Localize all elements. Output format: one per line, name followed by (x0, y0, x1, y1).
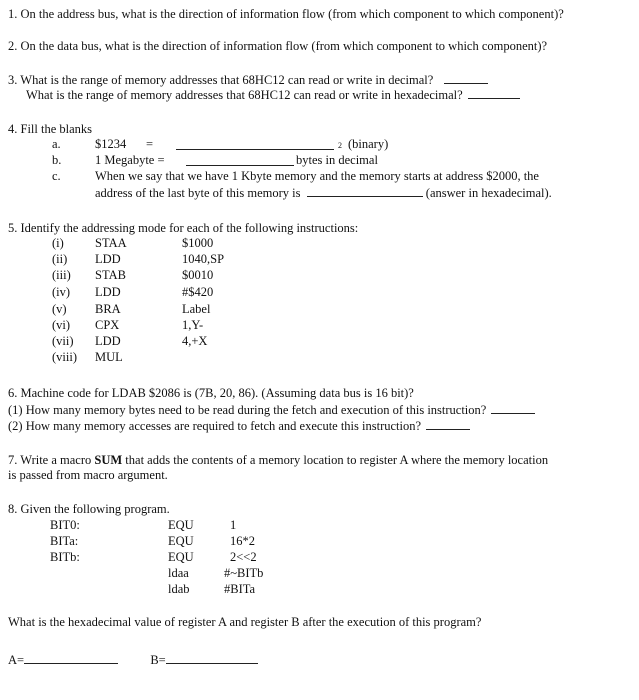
answer-blank-3-hex[interactable] (468, 87, 520, 99)
q8-op: EQU (168, 518, 194, 532)
question-3-text-hex: What is the range of memory addresses that 68HC12 can read or write in hexadecimal? (26, 88, 463, 102)
q5-row-op: MUL (95, 350, 123, 364)
q5-row-num: (iii) (52, 268, 71, 282)
answer-blank-4a[interactable] (176, 138, 334, 150)
q5-row-arg: 4,+X (182, 334, 208, 348)
q4-b-text: 1 Megabyte = (95, 153, 165, 167)
q5-row-num: (v) (52, 302, 67, 316)
q5-row-arg: 1,Y- (182, 318, 204, 332)
answer-blank-6-2[interactable] (426, 418, 470, 430)
q4-c-label: c. (52, 169, 61, 183)
q8-arg: 16*2 (230, 534, 255, 548)
question-6-line-2 (8, 402, 535, 417)
question-4-title: 4. Fill the blanks (8, 122, 93, 136)
question-3-text-decimal: 3. What is the range of memory addresses that 68HC12 can read or write in decimal? (8, 73, 434, 87)
answer-blank-register-b[interactable] (166, 652, 258, 664)
q5-row-op: LDD (95, 285, 121, 299)
q5-row-op: CPX (95, 318, 120, 332)
q8-label: BIT0: (50, 518, 80, 532)
q8-arg: #~BITb (224, 566, 264, 580)
question-5-title: 5. Identify the addressing mode for each of the following instructions: (8, 221, 359, 235)
q8-arg: 2<<2 (230, 550, 257, 564)
q4-a-equals: = (146, 137, 154, 151)
q5-row-num: (ii) (52, 252, 68, 266)
question-8-prompt: What is the hexadecimal value of register A and register B after the execution of this program? (8, 615, 482, 629)
q4-b-label: b. (52, 153, 62, 167)
q5-row-num: (viii) (52, 350, 77, 364)
q4-a-suffix: (binary) (348, 137, 389, 151)
q8-arg: 1 (230, 518, 237, 532)
q5-row-arg: 1040,SP (182, 252, 225, 266)
question-1: 1. On the address bus, what is the direction of information flow (from which component to which component)? (8, 7, 564, 21)
question-6-part-2: (2) How many memory accesses are required to fetch and execute this instruction? (8, 419, 422, 433)
question-6-line-3 (8, 418, 470, 433)
q4-a-label: a. (52, 137, 61, 151)
q4-c-line-2-post: (answer in hexadecimal). (425, 186, 552, 200)
q8-answer-line (8, 652, 258, 667)
question-7-line-1 (8, 453, 548, 467)
q5-row-op: BRA (95, 302, 121, 316)
q5-row-num: (vi) (52, 318, 71, 332)
answer-blank-register-a[interactable] (24, 652, 118, 664)
register-a-label: A= (8, 653, 25, 667)
q8-op: EQU (168, 550, 194, 564)
register-b-label: B= (150, 653, 166, 667)
question-3-line-2 (26, 87, 520, 102)
q4-c-line-2 (95, 185, 552, 200)
q4-c-line-1: When we say that we have 1 Kbyte memory and the memory starts at address $2000, the (95, 169, 539, 183)
q5-row-op: LDD (95, 252, 121, 266)
q5-row-arg: $1000 (182, 236, 214, 250)
question-7-line-2: is passed from macro argument. (8, 468, 168, 482)
q8-op: ldab (168, 582, 190, 596)
q5-row-arg: Label (182, 302, 211, 316)
q4-c-line-2-pre: address of the last byte of this memory is (95, 186, 301, 200)
q5-row-num: (i) (52, 236, 64, 250)
q5-row-num: (vii) (52, 334, 74, 348)
macro-name-sum: SUM (94, 453, 123, 467)
q5-row-arg: $0010 (182, 268, 214, 282)
question-7-post: that adds the contents of a memory location to register A where the memory location (122, 453, 549, 467)
q4-a-value: $1234 (95, 137, 127, 151)
q4-b-suffix: bytes in decimal (296, 153, 378, 167)
question-6-part-1: (1) How many memory bytes need to be read during the fetch and execution of this instruction? (8, 403, 487, 417)
question-6-line-1: 6. Machine code for LDAB $2086 is (7B, 20, 86). (Assuming data bus is 16 bit)? (8, 386, 414, 400)
q8-label: BITb: (50, 550, 80, 564)
answer-blank-4b[interactable] (186, 154, 294, 166)
q8-op: EQU (168, 534, 194, 548)
q4-a-subscript: 2 (338, 141, 342, 150)
question-3-line-1 (8, 72, 488, 87)
answer-blank-6-1[interactable] (491, 402, 535, 414)
question-8-title: 8. Given the following program. (8, 502, 170, 516)
q8-op: ldaa (168, 566, 189, 580)
q5-row-op: STAB (95, 268, 126, 282)
question-7-pre: 7. Write a macro (8, 453, 95, 467)
answer-blank-4c[interactable] (307, 185, 423, 197)
q5-row-num: (iv) (52, 285, 71, 299)
q8-arg: #BITa (224, 582, 256, 596)
q8-label: BITa: (50, 534, 79, 548)
q5-row-arg: #$420 (182, 285, 214, 299)
answer-blank-3-decimal[interactable] (444, 72, 488, 84)
question-2: 2. On the data bus, what is the direction of information flow (from which component to which component)? (8, 39, 548, 53)
q5-row-op: STAA (95, 236, 127, 250)
q5-row-op: LDD (95, 334, 121, 348)
